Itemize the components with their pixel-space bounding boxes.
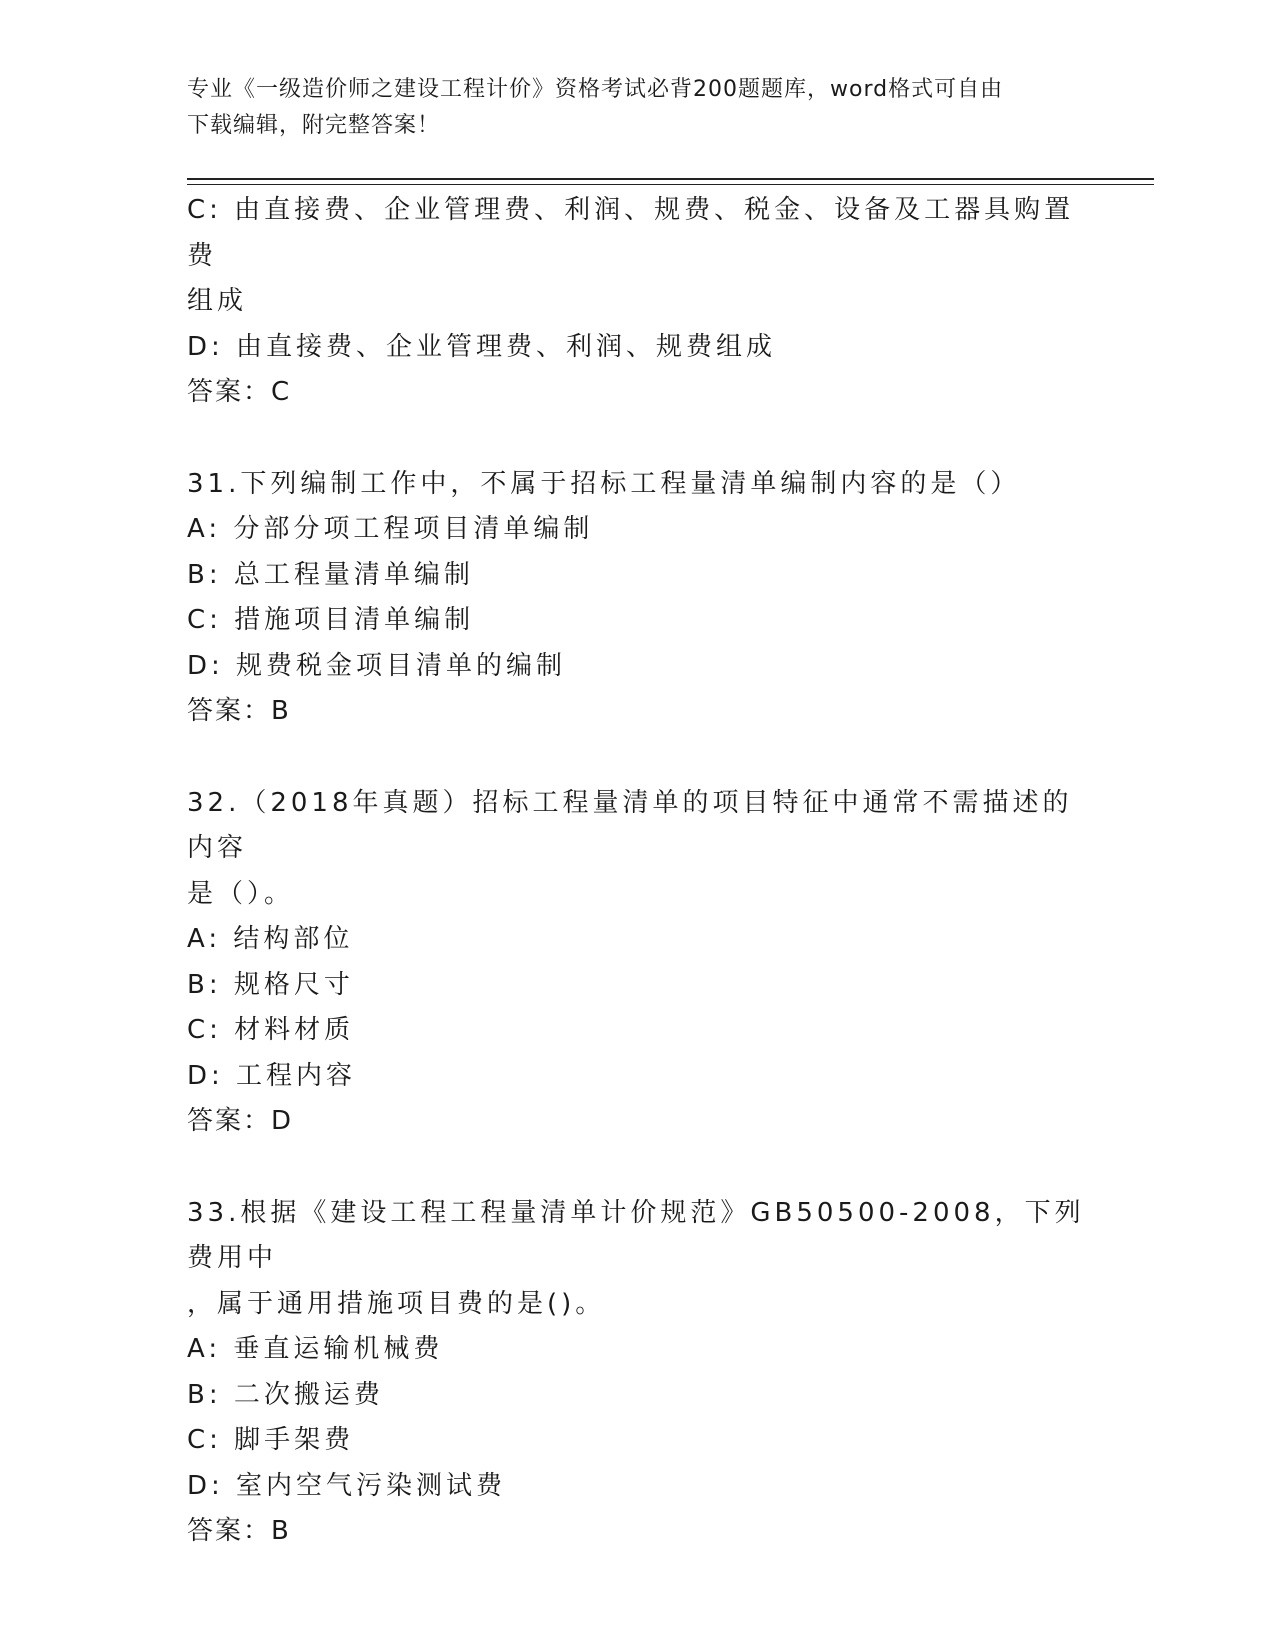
- question-stem: 32.（2018年真题）招标工程量清单的项目特征中通常不需描述的内容: [187, 787, 1073, 863]
- header-divider-thin: [187, 184, 1154, 185]
- option-d: D: 室内空气污染测试费: [187, 1470, 507, 1501]
- document-header: [187, 72, 1087, 144]
- option-d: D: 工程内容: [187, 1060, 357, 1091]
- option-a: A: 垂直运输机械费: [187, 1334, 444, 1364]
- previous-question-tail: [187, 188, 1087, 416]
- header-line-1: 专业《一级造价师之建设工程计价》资格考试必背200题题库，word格式可自由: [187, 77, 1004, 102]
- option-line: 组成: [187, 286, 248, 316]
- option-b: B: 规格尺寸: [187, 969, 354, 1000]
- question-31: [187, 462, 1087, 735]
- option-a: A: 结构部位: [187, 924, 354, 954]
- option-c: C: 脚手架费: [187, 1425, 355, 1455]
- header-divider-thick: [187, 178, 1154, 180]
- answer-line: 答案：C: [187, 377, 292, 407]
- answer-line: 答案：D: [187, 1106, 294, 1136]
- question-stem-continued: ，属于通用措施项目费的是()。: [187, 1288, 606, 1319]
- document-body: [187, 188, 1087, 1555]
- question-stem: 33.根据《建设工程工程量清单计价规范》GB50500-2008，下列费用中: [187, 1197, 1085, 1273]
- question-32: [187, 781, 1087, 1145]
- option-b: B: 总工程量清单编制: [187, 559, 474, 590]
- option-c: C: 材料材质: [187, 1015, 355, 1045]
- question-33: [187, 1191, 1087, 1555]
- option-c: C: 措施项目清单编制: [187, 605, 475, 635]
- answer-line: 答案：B: [187, 696, 291, 726]
- question-stem-continued: 是（）。: [187, 878, 295, 909]
- option-a: A: 分部分项工程项目清单编制: [187, 514, 594, 544]
- option-d: D: 规费税金项目清单的编制: [187, 650, 567, 681]
- question-stem: 31.下列编制工作中，不属于招标工程量清单编制内容的是（）: [187, 468, 1021, 499]
- option-b: B: 二次搬运费: [187, 1379, 384, 1410]
- answer-line: 答案：B: [187, 1516, 291, 1546]
- option-line: C: 由直接费、企业管理费、利润、规费、税金、设备及工器具购置费: [187, 195, 1075, 271]
- option-line: D: 由直接费、企业管理费、利润、规费组成: [187, 331, 777, 362]
- header-line-2: 下载编辑，附完整答案！: [187, 113, 441, 138]
